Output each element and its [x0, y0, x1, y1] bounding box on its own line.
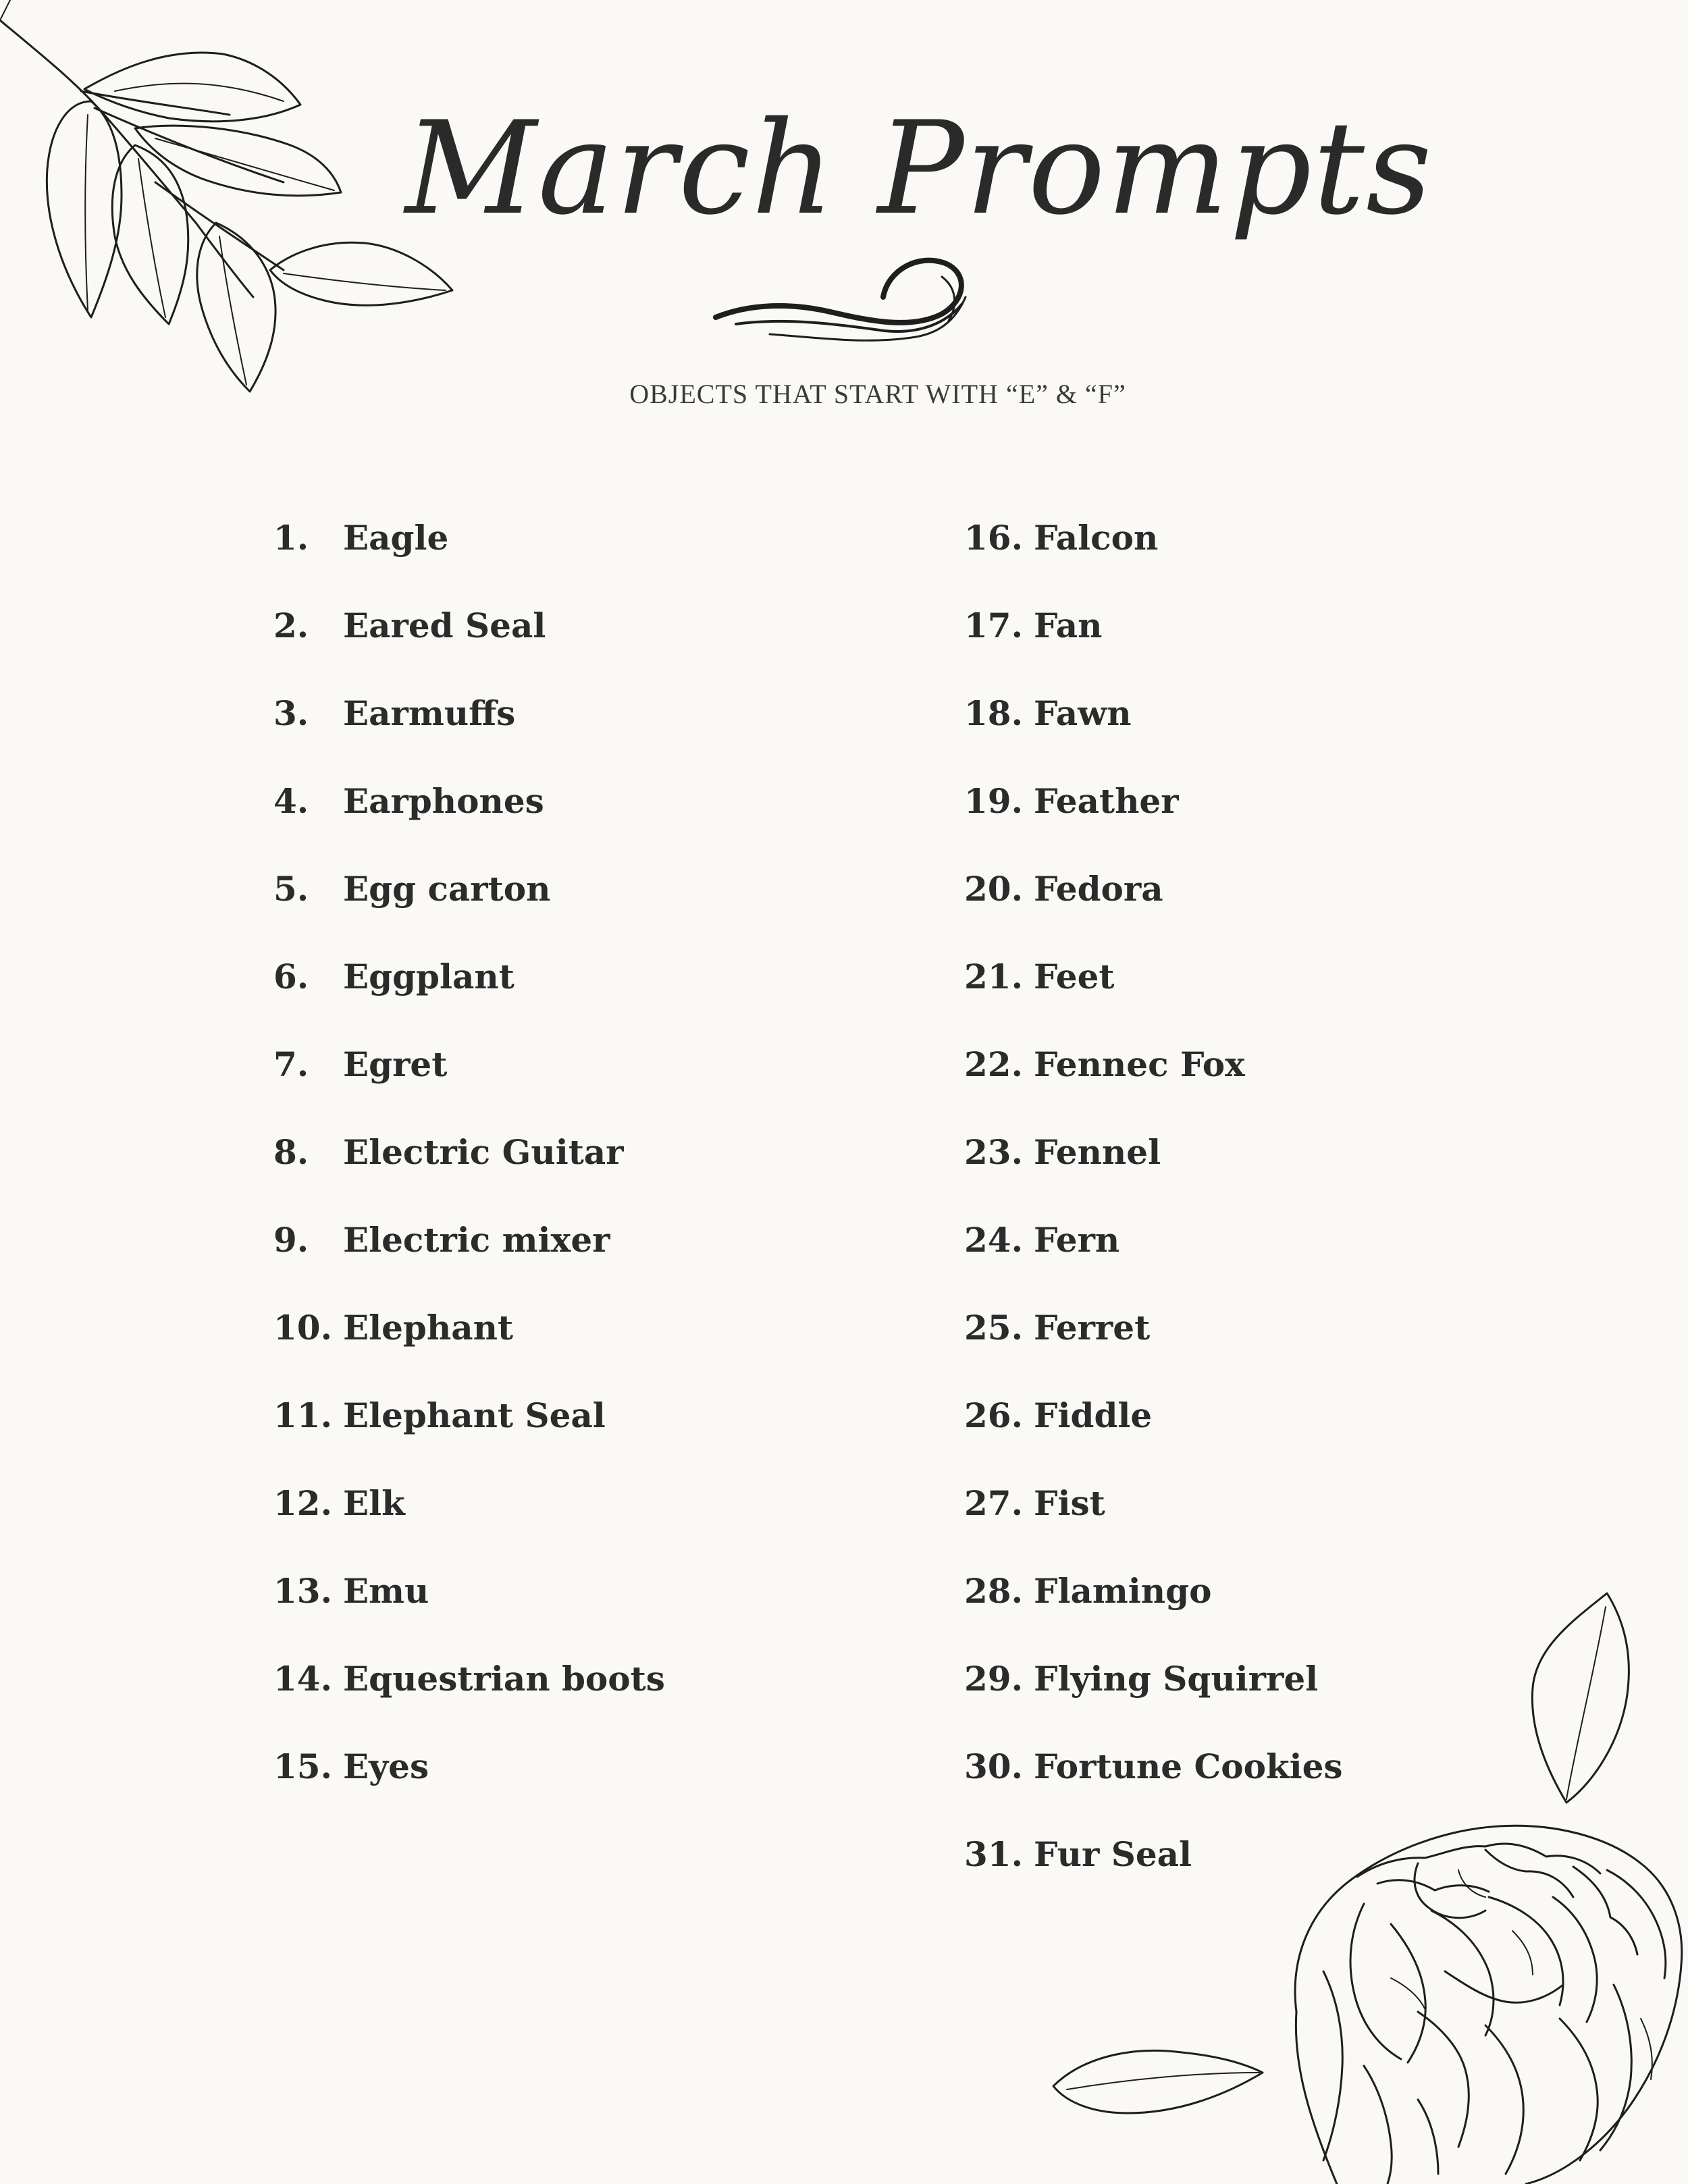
item-label: Ferret: [1034, 1308, 1151, 1348]
item-label: Eyes: [343, 1747, 429, 1786]
item-label: Electric mixer: [343, 1220, 610, 1260]
item-label: Fern: [1034, 1220, 1120, 1260]
item-label: Fennec Fox: [1034, 1044, 1245, 1084]
item-number: 24.: [964, 1220, 1023, 1260]
item-number: 15.: [273, 1747, 332, 1786]
item-number: 22.: [964, 1044, 1023, 1084]
peony-flower-illustration: [1013, 1580, 1688, 2184]
item-number: 19.: [964, 781, 1023, 821]
list-item: [964, 510, 1343, 597]
item-label: Elephant: [343, 1308, 514, 1348]
item-number: 27.: [964, 1483, 1023, 1523]
item-number: 30.: [964, 1747, 1023, 1786]
leaf-branch-illustration: [0, 0, 473, 405]
item-number: 17.: [964, 606, 1023, 645]
item-label: Fawn: [1034, 693, 1132, 733]
item-label: Fur Seal: [1034, 1834, 1192, 1874]
item-label: Feather: [1034, 781, 1179, 821]
list-item: [964, 685, 1343, 773]
list-item: [273, 1651, 665, 1738]
list-item: [964, 1212, 1343, 1300]
item-number: 8.: [273, 1132, 309, 1172]
prompt-list-left: [273, 510, 665, 1826]
item-label: Flamingo: [1034, 1571, 1212, 1611]
item-label: Fortune Cookies: [1034, 1747, 1343, 1786]
item-label: Eagle: [343, 518, 449, 558]
item-number: 4.: [273, 781, 309, 821]
item-number: 2.: [273, 606, 309, 645]
item-number: 5.: [273, 869, 309, 909]
item-number: 23.: [964, 1132, 1023, 1172]
item-label: Electric Guitar: [343, 1132, 624, 1172]
item-label: Fiddle: [1034, 1395, 1153, 1435]
item-number: 28.: [964, 1571, 1023, 1611]
list-item: [964, 949, 1343, 1036]
item-label: Flying Squirrel: [1034, 1659, 1319, 1699]
list-item: [273, 1212, 665, 1300]
list-item: [964, 1300, 1343, 1387]
list-item: [964, 597, 1343, 685]
item-number: 13.: [273, 1571, 332, 1611]
list-item: [964, 1475, 1343, 1563]
item-label: Earmuffs: [343, 693, 516, 733]
item-number: 29.: [964, 1659, 1023, 1699]
item-number: 9.: [273, 1220, 309, 1260]
list-item: [964, 1124, 1343, 1212]
list-item: [964, 773, 1343, 861]
item-label: Elk: [343, 1483, 405, 1523]
list-item: [964, 861, 1343, 949]
list-item: [273, 1738, 665, 1826]
item-label: Fist: [1034, 1483, 1105, 1523]
item-number: 3.: [273, 693, 309, 733]
item-label: Equestrian boots: [343, 1659, 665, 1699]
item-label: Egret: [343, 1044, 448, 1084]
item-number: 7.: [273, 1044, 309, 1084]
item-number: 26.: [964, 1395, 1023, 1435]
item-label: Egg carton: [343, 869, 551, 909]
item-number: 14.: [273, 1659, 332, 1699]
list-item: [273, 861, 665, 949]
item-label: Emu: [343, 1571, 429, 1611]
item-label: Fedora: [1034, 869, 1163, 909]
list-item: [273, 685, 665, 773]
list-item: [964, 1387, 1343, 1475]
item-label: Fennel: [1034, 1132, 1161, 1172]
item-number: 20.: [964, 869, 1023, 909]
list-item: [273, 1300, 665, 1387]
item-label: Eggplant: [343, 957, 515, 996]
item-label: Earphones: [343, 781, 544, 821]
item-label: Elephant Seal: [343, 1395, 606, 1435]
item-number: 11.: [273, 1395, 332, 1435]
list-item: [273, 1563, 665, 1651]
item-label: Fan: [1034, 606, 1103, 645]
item-label: Falcon: [1034, 518, 1159, 558]
list-item: [273, 949, 665, 1036]
item-number: 10.: [273, 1308, 332, 1348]
item-label: Feet: [1034, 957, 1115, 996]
item-number: 1.: [273, 518, 309, 558]
page-title: March Prompts: [405, 94, 1433, 243]
list-item: [273, 1124, 665, 1212]
item-number: 18.: [964, 693, 1023, 733]
list-item: [273, 597, 665, 685]
page-subtitle: OBJECTS THAT START WITH “E” & “F”: [629, 379, 1126, 409]
list-item: [273, 1475, 665, 1563]
list-item: [964, 1036, 1343, 1124]
flourish-ornament: [709, 250, 979, 371]
item-number: 16.: [964, 518, 1023, 558]
list-item: [273, 1036, 665, 1124]
item-label: Eared Seal: [343, 606, 546, 645]
item-number: 31.: [964, 1834, 1023, 1874]
list-item: [273, 510, 665, 597]
item-number: 21.: [964, 957, 1023, 996]
item-number: 12.: [273, 1483, 332, 1523]
item-number: 25.: [964, 1308, 1023, 1348]
list-item: [273, 773, 665, 861]
list-item: [273, 1387, 665, 1475]
item-number: 6.: [273, 957, 309, 996]
